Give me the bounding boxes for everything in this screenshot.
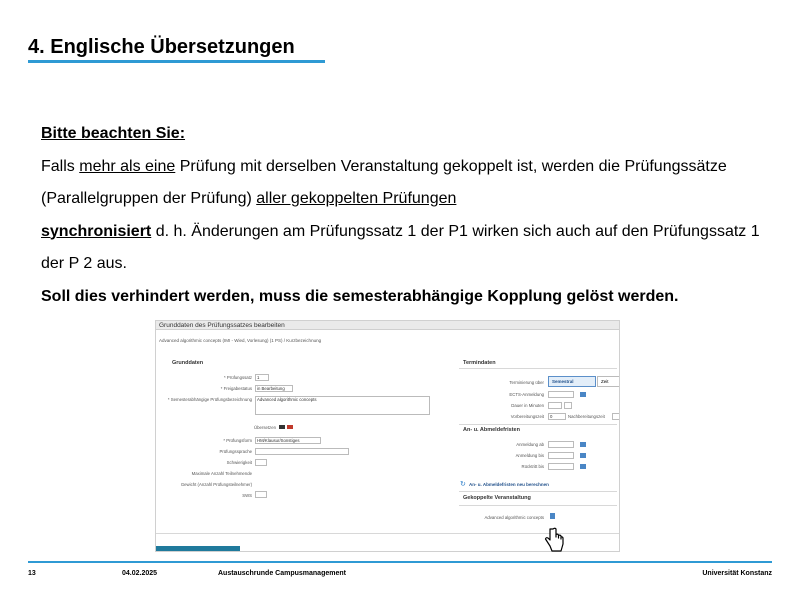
grunddaten-title: Grunddaten [172,360,204,366]
calendar-icon[interactable] [580,464,586,469]
freigabe-label: * Freigabestatus [220,386,252,391]
sws-input[interactable] [255,491,267,498]
pruefungsform-label: * Prüfungsform [223,438,252,443]
calendar-icon[interactable] [580,442,586,447]
pruefungsform-select[interactable]: HM/Klausur/Sonstiges [255,437,321,444]
anmeldung-bis-label: Anmeldung bis [515,453,544,458]
semester-bezeichnung-input[interactable]: Advanced algorithmic concepts [255,396,430,415]
para-underlined-3: synchronisiert [41,222,152,240]
para-text: Falls [41,157,80,175]
anmeldung-ab-label: Anmeldung ab [516,442,544,447]
pruefungssatz-input[interactable]: 1 [255,374,269,381]
turnus-label: Terminierung über [509,380,544,385]
title-underline [28,60,325,63]
schwierigkeit-select[interactable] [255,459,267,466]
trash-icon[interactable] [550,513,555,519]
ects-label: ECTS-Anmeldung [509,392,544,397]
dauer-label: Dauer in Minuten [511,403,544,408]
fristen-title: An- u. Abmeldefristen [463,427,520,433]
para-underlined-2: aller gekoppelten Prüfungen [256,190,457,207]
termindaten-title: Termindaten [463,360,496,366]
footer-organization: Universität Konstanz [702,570,772,577]
zeit-option[interactable]: Zeit [597,376,620,387]
max-teilnehmer-label: Maximale Anzahl Teilnehmende [191,471,252,476]
calendar-icon[interactable] [580,453,586,458]
para-underlined-1: mehr als eine [79,157,176,175]
ruecktritt-input[interactable] [548,463,574,470]
gekoppelt-item: Advanced algorithmic concepts [484,515,544,520]
button-bar[interactable] [156,546,240,551]
divider [459,424,617,425]
paragraph-coupling [41,151,761,281]
semestral-option[interactable]: Semestral [548,376,596,387]
vorbereitung-input[interactable]: 0 [548,413,566,420]
dialog-subheader: Advanced algorithmic concepts (IMI - Wied, Vorlesung) (1 PS) / Kurzbezeichnung [159,338,322,343]
semester-bezeichnung-label: * Semesterabhängige Prüfungsbezeichnung [167,397,252,402]
dauer-unit-select[interactable] [564,402,572,409]
slide-title: 4. Englische Übersetzungen [28,36,295,58]
ruecktritt-label: Rücktritt bis [521,464,544,469]
freigabe-select[interactable]: in Bearbeitung [255,385,293,392]
pruefungssatz-label: * Prüfungssatz [224,375,252,380]
flag-en-icon[interactable] [287,425,293,429]
slide-body [41,118,761,313]
hand-cursor-icon [543,527,565,553]
page-number: 13 [28,570,36,577]
ects-input[interactable] [548,391,574,398]
nachbereitung-label: Nachbereitungszeit [568,414,605,419]
schwierigkeit-label: Schwierigkeit [226,460,252,465]
divider [459,368,617,369]
para-text: d. h. Änderungen am Prüfungssatz 1 der P1 wirken sich auch auf den Prüfungssatz 1 der P 2 aus. [41,222,760,272]
divider [459,505,617,506]
anmeldung-ab-input[interactable] [548,441,574,448]
bold-note: Soll dies verhindert werden, muss die semesterabhängige Kopplung gelöst werden. [41,287,679,305]
dauer-input[interactable] [548,402,562,409]
recalculate-link[interactable]: An- u. Abmeldefristen neu berechnen [469,482,549,487]
footer-date: 04.02.2025 [122,570,158,577]
para-text: Prüfung mit derselben Veranstaltung gekoppelt ist, werden die Prüfungssätze (Parallelgruppen der Prüfung) [41,157,727,207]
footer-rule [28,561,772,563]
refresh-icon[interactable]: ↻ [460,481,466,488]
vorbereitung-label: Vorbereitungszeit [510,414,544,419]
sws-label: SWS [242,493,252,498]
gekoppelt-title: Gekoppelte Veranstaltung [463,495,531,501]
embedded-screenshot [155,320,620,552]
calendar-icon[interactable] [580,392,586,397]
gewicht-label: Gewicht (Anzahl Prüfungsteilnehmer) [180,482,252,487]
uebersetzen-label: Übersetzen [254,425,276,430]
divider [459,491,617,492]
nachbereitung-input[interactable] [612,413,620,420]
dialog-header: Grunddaten des Prüfungssatzes bearbeiten [156,321,619,330]
flag-de-icon[interactable] [279,425,285,429]
pruefungssprache-label: Prüfungssprache [219,449,252,454]
note-heading: Bitte beachten Sie: [41,125,186,142]
footer-event: Austauschrunde Campusmanagement [218,570,346,577]
anmeldung-bis-input[interactable] [548,452,574,459]
pruefungssprache-select[interactable] [255,448,349,455]
